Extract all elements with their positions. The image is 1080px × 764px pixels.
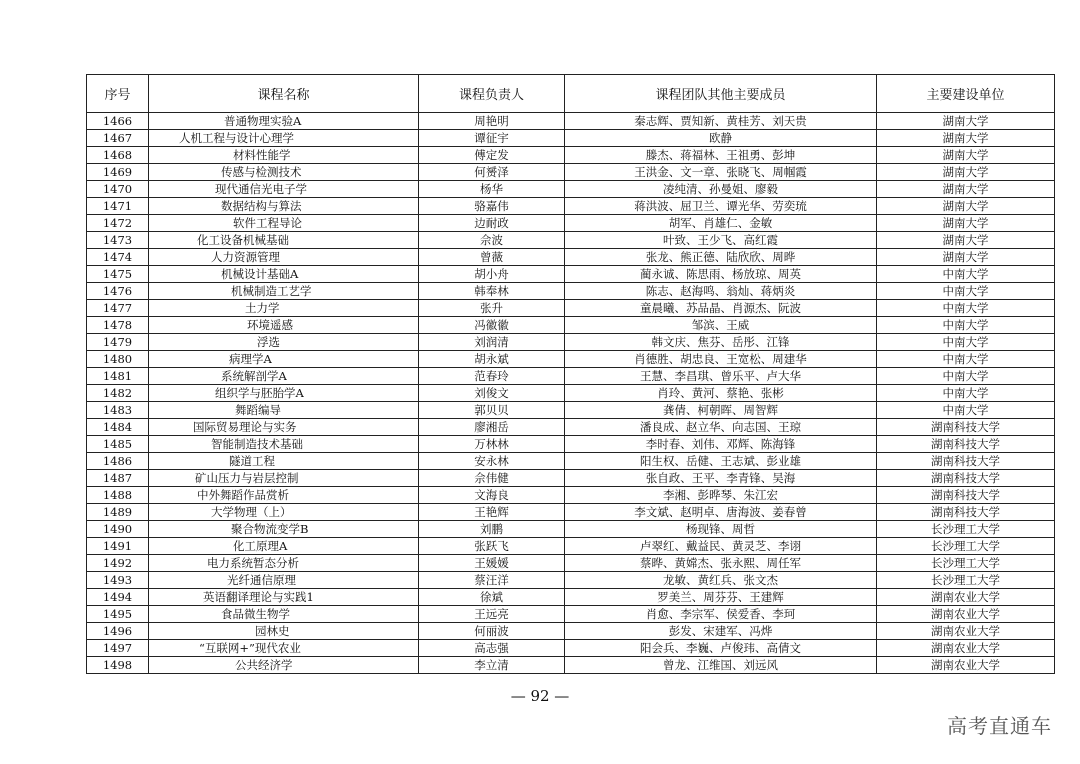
cell-no: 1473: [87, 232, 149, 249]
cell-team-members: 李文斌、赵明卓、唐海波、姜春曾: [565, 504, 877, 521]
cell-course-lead: 周艳明: [419, 113, 565, 130]
course-name-text: 矿山压力与岩层控制: [195, 471, 299, 485]
cell-course-lead: 佘伟健: [419, 470, 565, 487]
cell-unit: 中南大学: [877, 266, 1055, 283]
cell-unit: 中南大学: [877, 283, 1055, 300]
cell-unit: 中南大学: [877, 334, 1055, 351]
cell-unit: 湖南科技大学: [877, 436, 1055, 453]
cell-team-members: 蒋洪波、屈卫兰、谭光华、劳奕琉: [565, 198, 877, 215]
cell-unit: 中南大学: [877, 368, 1055, 385]
cell-course-lead: 胡永斌: [419, 351, 565, 368]
table-row: [87, 249, 1055, 266]
course-name-text: 公共经济学: [235, 658, 293, 672]
cell-no: 1471: [87, 198, 149, 215]
course-name-text: 中外舞蹈作品赏析: [197, 488, 289, 502]
cell-team-members: 杨现锋、周哲: [565, 521, 877, 538]
course-name-text: 人力资源管理: [211, 250, 280, 264]
course-name-text: 人机工程与设计心理学: [179, 131, 294, 145]
header-course-lead: 课程负责人: [419, 75, 565, 113]
cell-no: 1478: [87, 317, 149, 334]
cell-course-lead: 边耐政: [419, 215, 565, 232]
cell-team-members: 蔡晔、黄嫦杰、张永熙、周任军: [565, 555, 877, 572]
table-row: [87, 555, 1055, 572]
cell-course-name: [149, 113, 419, 130]
cell-no: 1472: [87, 215, 149, 232]
cell-course-name: [149, 436, 419, 453]
cell-team-members: 韩文庆、焦芬、岳彤、江锋: [565, 334, 877, 351]
cell-course-lead: 胡小舟: [419, 266, 565, 283]
cell-no: 1470: [87, 181, 149, 198]
cell-no: 1466: [87, 113, 149, 130]
table-row: [87, 351, 1055, 368]
cell-no: 1481: [87, 368, 149, 385]
cell-unit: 湖南大学: [877, 147, 1055, 164]
cell-course-name: [149, 164, 419, 181]
cell-course-name: [149, 351, 419, 368]
cell-unit: 湖南大学: [877, 232, 1055, 249]
watermark-text: 高考直通车: [947, 714, 1052, 738]
table-row: [87, 436, 1055, 453]
table-row: [87, 385, 1055, 402]
cell-team-members: 胡军、肖雄仁、金敏: [565, 215, 877, 232]
cell-course-name: [149, 130, 419, 147]
table-row: [87, 419, 1055, 436]
cell-no: 1479: [87, 334, 149, 351]
cell-unit: 湖南科技大学: [877, 504, 1055, 521]
cell-course-name: [149, 453, 419, 470]
course-name-text: 组织学与胚胎学A: [215, 386, 304, 400]
course-name-text: 聚合物流变学B: [231, 522, 309, 536]
cell-course-name: [149, 317, 419, 334]
cell-no: 1474: [87, 249, 149, 266]
cell-unit: 中南大学: [877, 317, 1055, 334]
table-row: [87, 453, 1055, 470]
cell-course-lead: 徐斌: [419, 589, 565, 606]
table-row: [87, 215, 1055, 232]
cell-no: 1480: [87, 351, 149, 368]
course-name-text: 隧道工程: [229, 454, 275, 468]
cell-team-members: 龙敏、黄红兵、张文杰: [565, 572, 877, 589]
cell-team-members: 潘良成、赵立华、向志国、王琼: [565, 419, 877, 436]
course-name-text: 数据结构与算法: [221, 199, 302, 213]
cell-course-name: [149, 181, 419, 198]
cell-unit: 湖南科技大学: [877, 470, 1055, 487]
cell-course-name: [149, 249, 419, 266]
cell-team-members: 卢翠红、戴益民、黄灵芝、李诩: [565, 538, 877, 555]
course-name-text: 传感与检测技术: [221, 165, 302, 179]
cell-course-lead: 曾薇: [419, 249, 565, 266]
table-row: [87, 487, 1055, 504]
course-name-text: 光纤通信原理: [227, 573, 296, 587]
cell-course-name: [149, 198, 419, 215]
table-row: [87, 164, 1055, 181]
course-name-text: 食品微生物学: [221, 607, 290, 621]
cell-course-name: [149, 640, 419, 657]
cell-no: 1484: [87, 419, 149, 436]
cell-course-lead: 杨华: [419, 181, 565, 198]
cell-team-members: 肖德胜、胡忠良、王宽松、周建华: [565, 351, 877, 368]
cell-team-members: 张自政、王平、李青锋、吴海: [565, 470, 877, 487]
cell-team-members: 陈志、赵海鸣、翁灿、蒋炳炎: [565, 283, 877, 300]
table-body: [87, 113, 1055, 674]
cell-no: 1469: [87, 164, 149, 181]
cell-course-lead: 郭贝贝: [419, 402, 565, 419]
cell-course-name: [149, 504, 419, 521]
table-row: [87, 181, 1055, 198]
course-name-text: 英语翻译理论与实践1: [203, 590, 314, 604]
cell-course-lead: 骆嘉伟: [419, 198, 565, 215]
cell-course-lead: 冯徽徽: [419, 317, 565, 334]
table-row: [87, 300, 1055, 317]
table-row: [87, 266, 1055, 283]
cell-no: 1494: [87, 589, 149, 606]
table-row: [87, 368, 1055, 385]
cell-course-name: [149, 334, 419, 351]
cell-no: 1468: [87, 147, 149, 164]
table-row: [87, 334, 1055, 351]
course-name-text: 化工原理A: [233, 539, 288, 553]
cell-course-name: [149, 572, 419, 589]
header-unit: 主要建设单位: [877, 75, 1055, 113]
cell-team-members: 曾龙、江维国、刘远风: [565, 657, 877, 674]
cell-no: 1476: [87, 283, 149, 300]
cell-unit: 湖南农业大学: [877, 640, 1055, 657]
header-team-members: 课程团队其他主要成员: [565, 75, 877, 113]
course-table-sheet: [86, 74, 1005, 674]
cell-course-name: [149, 402, 419, 419]
course-name-text: 大学物理（上）: [211, 505, 292, 519]
cell-course-lead: 刘鹏: [419, 521, 565, 538]
cell-no: 1477: [87, 300, 149, 317]
cell-team-members: 龚倩、柯朝晖、周智辉: [565, 402, 877, 419]
cell-team-members: 凌纯清、孙曼姐、廖毅: [565, 181, 877, 198]
cell-course-lead: 刘润清: [419, 334, 565, 351]
table-row: [87, 521, 1055, 538]
course-name-text: 机械制造工艺学: [231, 284, 312, 298]
cell-no: 1482: [87, 385, 149, 402]
cell-course-lead: 王媛媛: [419, 555, 565, 572]
cell-no: 1485: [87, 436, 149, 453]
cell-no: 1486: [87, 453, 149, 470]
course-name-text: 园林史: [255, 624, 290, 638]
table-row: [87, 283, 1055, 300]
cell-unit: 中南大学: [877, 385, 1055, 402]
cell-course-lead: 蔡汪洋: [419, 572, 565, 589]
cell-course-name: [149, 266, 419, 283]
cell-unit: 湖南农业大学: [877, 657, 1055, 674]
cell-course-lead: 张跃飞: [419, 538, 565, 555]
header-no: 序号: [87, 75, 149, 113]
cell-team-members: 蔺永诚、陈思雨、杨放琼、周英: [565, 266, 877, 283]
cell-team-members: 肖愈、李宗军、侯爱香、李珂: [565, 606, 877, 623]
header-course-name: 课程名称: [149, 75, 419, 113]
cell-team-members: 阳会兵、李巍、卢俊玮、高倩文: [565, 640, 877, 657]
table-header-row: [87, 75, 1055, 113]
course-name-text: 土力学: [245, 301, 280, 315]
cell-course-name: [149, 385, 419, 402]
table-row: [87, 504, 1055, 521]
cell-course-name: [149, 487, 419, 504]
cell-no: 1488: [87, 487, 149, 504]
course-name-text: 智能制造技术基础: [211, 437, 303, 451]
cell-course-lead: 王艳辉: [419, 504, 565, 521]
table-row: [87, 572, 1055, 589]
table-row: [87, 657, 1055, 674]
course-name-text: 系统解剖学A: [221, 369, 287, 383]
course-name-text: 化工设备机械基础: [197, 233, 289, 247]
cell-team-members: 罗美兰、周芬芬、王建辉: [565, 589, 877, 606]
cell-no: 1490: [87, 521, 149, 538]
course-name-text: 浮选: [257, 335, 280, 349]
cell-course-lead: 韩奉林: [419, 283, 565, 300]
cell-unit: 湖南科技大学: [877, 453, 1055, 470]
table-row: [87, 232, 1055, 249]
cell-no: 1497: [87, 640, 149, 657]
cell-unit: 湖南大学: [877, 249, 1055, 266]
cell-unit: 湖南大学: [877, 113, 1055, 130]
course-name-text: “互联网+”现代农业: [199, 641, 301, 655]
cell-team-members: 张龙、熊正德、陆欣欣、周晔: [565, 249, 877, 266]
table-row: [87, 589, 1055, 606]
table-row: [87, 606, 1055, 623]
course-name-text: 软件工程导论: [233, 216, 302, 230]
cell-no: 1467: [87, 130, 149, 147]
course-name-text: 材料性能学: [233, 148, 291, 162]
cell-unit: 长沙理工大学: [877, 538, 1055, 555]
cell-course-name: [149, 283, 419, 300]
cell-unit: 湖南大学: [877, 130, 1055, 147]
cell-unit: 湖南大学: [877, 198, 1055, 215]
cell-no: 1483: [87, 402, 149, 419]
table-row: [87, 538, 1055, 555]
cell-course-name: [149, 521, 419, 538]
cell-team-members: 滕杰、蒋福林、王祖勇、彭坤: [565, 147, 877, 164]
cell-unit: 湖南大学: [877, 181, 1055, 198]
cell-no: 1489: [87, 504, 149, 521]
cell-team-members: 肖玲、黄河、蔡艳、张彬: [565, 385, 877, 402]
cell-team-members: 彭发、宋建军、冯烨: [565, 623, 877, 640]
cell-course-lead: 廖湘岳: [419, 419, 565, 436]
cell-team-members: 阳生权、岳健、王志斌、彭业雄: [565, 453, 877, 470]
cell-team-members: 欧静: [565, 130, 877, 147]
cell-unit: 湖南农业大学: [877, 606, 1055, 623]
cell-course-name: [149, 419, 419, 436]
cell-course-lead: 何丽波: [419, 623, 565, 640]
table-row: [87, 470, 1055, 487]
course-name-text: 国际贸易理论与实务: [193, 420, 297, 434]
cell-course-lead: 安永林: [419, 453, 565, 470]
course-name-text: 电力系统暂态分析: [207, 556, 299, 570]
cell-unit: 长沙理工大学: [877, 555, 1055, 572]
cell-team-members: 叶致、王少飞、高红霞: [565, 232, 877, 249]
cell-unit: 长沙理工大学: [877, 521, 1055, 538]
cell-team-members: 李时春、刘伟、邓辉、陈海锋: [565, 436, 877, 453]
cell-course-lead: 刘俊文: [419, 385, 565, 402]
cell-no: 1492: [87, 555, 149, 572]
page-number: — 92 —: [510, 687, 570, 705]
course-name-text: 机械设计基础A: [221, 267, 299, 281]
cell-course-lead: 张升: [419, 300, 565, 317]
cell-no: 1496: [87, 623, 149, 640]
cell-course-name: [149, 538, 419, 555]
cell-course-name: [149, 147, 419, 164]
table-row: [87, 198, 1055, 215]
cell-unit: 中南大学: [877, 351, 1055, 368]
cell-course-lead: 王远亮: [419, 606, 565, 623]
cell-course-lead: 范春玲: [419, 368, 565, 385]
cell-no: 1491: [87, 538, 149, 555]
course-name-text: 舞蹈编导: [235, 403, 281, 417]
table-row: [87, 130, 1055, 147]
cell-course-lead: 傅定发: [419, 147, 565, 164]
cell-course-lead: 何赟泽: [419, 164, 565, 181]
cell-unit: 中南大学: [877, 402, 1055, 419]
cell-course-lead: 李立清: [419, 657, 565, 674]
cell-course-lead: 佘波: [419, 232, 565, 249]
cell-no: 1498: [87, 657, 149, 674]
table-row: [87, 640, 1055, 657]
table-row: [87, 317, 1055, 334]
course-name-text: 现代通信光电子学: [215, 182, 307, 196]
cell-course-name: [149, 589, 419, 606]
table-row: [87, 623, 1055, 640]
cell-unit: 湖南大学: [877, 215, 1055, 232]
cell-unit: 中南大学: [877, 300, 1055, 317]
cell-course-lead: 万林林: [419, 436, 565, 453]
cell-team-members: 王慧、李昌琪、曾乐平、卢大华: [565, 368, 877, 385]
cell-no: 1495: [87, 606, 149, 623]
table-row: [87, 113, 1055, 130]
course-name-text: 病理学A: [229, 352, 272, 366]
cell-unit: 湖南农业大学: [877, 589, 1055, 606]
cell-no: 1493: [87, 572, 149, 589]
cell-unit: 湖南科技大学: [877, 487, 1055, 504]
cell-no: 1475: [87, 266, 149, 283]
cell-course-name: [149, 215, 419, 232]
course-table: [86, 74, 1055, 674]
cell-team-members: 邹滨、王威: [565, 317, 877, 334]
table-row: [87, 402, 1055, 419]
cell-course-lead: 谭征宇: [419, 130, 565, 147]
cell-course-name: [149, 555, 419, 572]
cell-course-name: [149, 300, 419, 317]
cell-course-name: [149, 606, 419, 623]
cell-course-lead: 文海良: [419, 487, 565, 504]
cell-team-members: 童晨曦、苏品晶、肖源杰、阮波: [565, 300, 877, 317]
cell-unit: 长沙理工大学: [877, 572, 1055, 589]
cell-course-name: [149, 470, 419, 487]
course-name-text: 环境遥感: [247, 318, 293, 332]
cell-course-name: [149, 623, 419, 640]
cell-course-lead: 高志强: [419, 640, 565, 657]
cell-team-members: 王洪金、文一章、张晓飞、周帼霞: [565, 164, 877, 181]
cell-unit: 湖南农业大学: [877, 623, 1055, 640]
cell-team-members: 李湘、彭晔琴、朱江宏: [565, 487, 877, 504]
cell-team-members: 秦志辉、贾知新、黄桂芳、刘天贵: [565, 113, 877, 130]
cell-no: 1487: [87, 470, 149, 487]
cell-unit: 湖南科技大学: [877, 419, 1055, 436]
cell-course-name: [149, 232, 419, 249]
table-row: [87, 147, 1055, 164]
cell-unit: 湖南大学: [877, 164, 1055, 181]
cell-course-name: [149, 368, 419, 385]
course-name-text: 普通物理实验A: [224, 114, 302, 128]
cell-course-name: [149, 657, 419, 674]
